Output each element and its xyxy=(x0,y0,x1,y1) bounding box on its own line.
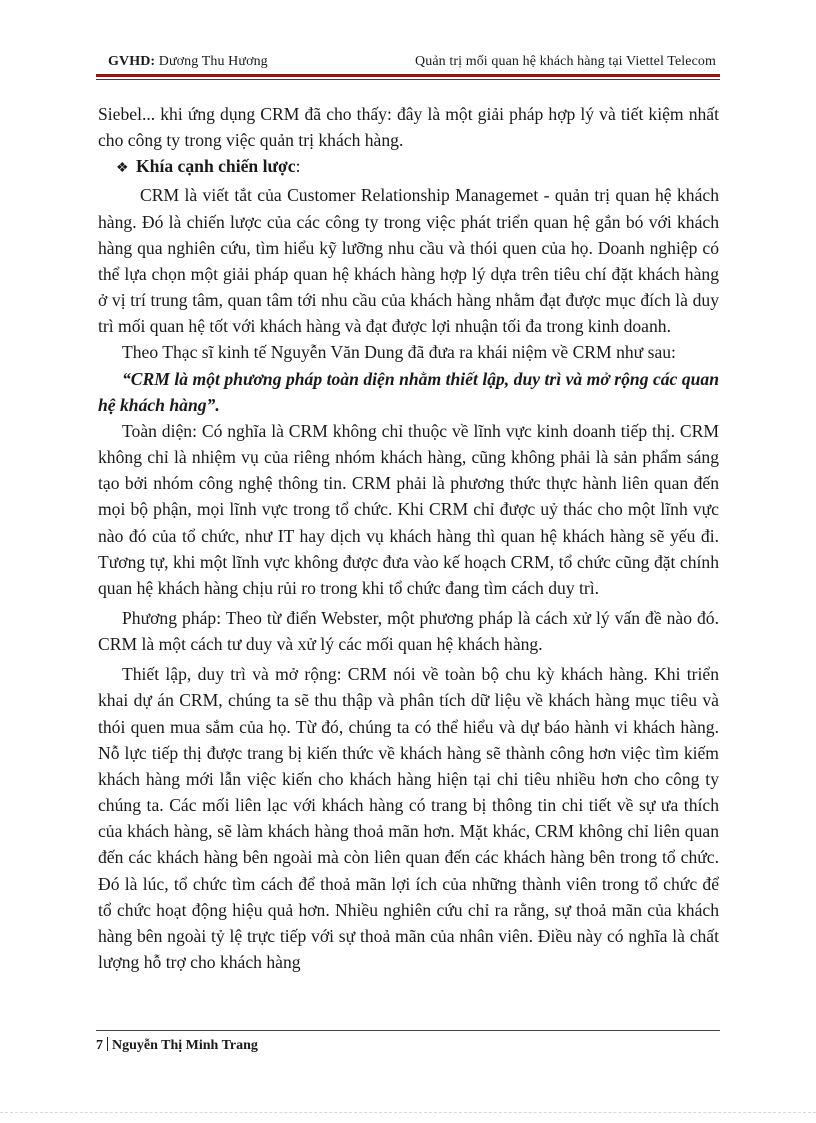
page-header xyxy=(96,52,720,74)
paragraph-crm-definition: CRM là viết tắt của Customer Relationship Managemet - quản trị quan hệ khách hàng. Đó là chiến lược của các công ty trong việc phát triển quan hệ gắn bó với khách hàng qua nghiên cứu, tìm hiểu kỹ lưỡng nhu cầu và thói quen của họ. Doanh nghiệp có thể lựa chọn một giải pháp quan hệ khách hàng hợp lý dựa trên tiêu chí đặt khách hàng ở vị trí trung tâm, quan tâm tới nhu cầu của khách hàng nhằm đạt được mục đích là duy trì mối quan hệ tốt với khách hàng và đạt được lợi nhuận tối đa trong kinh doanh. xyxy=(98,185,719,337)
paragraph-quote: “CRM là một phương pháp toàn diện nhằm thiết lập, duy trì và mở rộng các quan hệ khách hàng”. xyxy=(98,368,719,415)
header-title: Quản trị mối quan hệ khách hàng tại Viettel Telecom xyxy=(415,54,716,69)
footer-author: Nguyễn Thị Minh Trang xyxy=(112,1038,258,1053)
footer-rule xyxy=(96,1030,720,1031)
document-body xyxy=(98,101,719,975)
page-footer xyxy=(96,1037,258,1054)
header-rule-thin xyxy=(96,79,720,80)
footer-separator xyxy=(107,1037,108,1051)
page-bottom-border xyxy=(0,1112,816,1113)
paragraph-method: Phương pháp: Theo từ điển Webster, một phương pháp là cách xử lý vấn đề nào đó. CRM là một cách tư duy và xử lý các mối quan hệ khách hàng. xyxy=(98,607,719,655)
paragraph-comprehensive: Toàn diện: Có nghĩa là CRM không chỉ thuộc về lĩnh vực kinh doanh tiếp thị. CRM không chỉ là nhiệm vụ của riêng nhóm khách hàng, cũng không phải là sản phẩm sáng tạo bởi nhóm công nghệ thông tin. CRM phải là phương thức thực hành liên quan đến mọi bộ phận, mọi lĩnh vực trong tổ chức. Khi CRM chỉ được uỷ thác cho một lĩnh vực nào đó của tổ chức, như IT hay dịch vụ khách hàng thì quan hệ khách hàng sẽ yếu đi. Tương tự, khi một lĩnh vực không được đưa vào kế hoạch CRM, tổ chức cũng đặt chính quan hệ khách hàng chịu rủi ro trong khi tổ chức đang tìm cách duy trì. xyxy=(98,420,719,598)
page-number: 7 xyxy=(96,1038,103,1053)
paragraph-intro: Siebel... khi ứng dụng CRM đã cho thấy: đây là một giải pháp hợp lý và tiết kiệm nhất cho công ty trong việc quản trị khách hàng. xyxy=(98,104,719,151)
header-rule-thick xyxy=(96,74,720,77)
paragraph-establish: Thiết lập, duy trì và mở rộng: CRM nói về toàn bộ chu kỳ khách hàng. Khi triển khai dự án CRM, chúng ta sẽ thu thập và phân tích dữ liệu về khách hàng mục tiêu và thói quen mua sắm của họ. Từ đó, chúng ta có thể hiểu và dự báo hành vi khách hàng. Nỗ lực tiếp thị được trang bị kiến thức về khách hàng sẽ thành công hơn việc tìm kiếm khách hàng mới lẫn việc kiến cho khách hàng hiện tại chi tiêu nhiều hơn cho công ty chúng ta. Các mối liên lạc với khách hàng có trang bị thông tin chi tiết về sự ưa thích của khách hàng, sẽ làm khách hàng thoả mãn hơn. Mặt khác, CRM không chỉ liên quan đến các khách hàng bên ngoài mà còn liên quan đến các khách hàng bên trong tổ chức. Đó là lúc, tổ chức tìm cách để thoả mãn lợi ích của những thành viên trong tổ chức để tổ chức hoạt động hiệu quả hơn. Nhiều nghiên cứu chỉ ra rằng, sự thoả mãn của khách hàng bên ngoài tỷ lệ trực tiếp với sự thoả mãn của nhân viên. Điều này có nghĩa là chất lượng hỗ trợ cho khách hàng xyxy=(98,664,719,972)
diamond-bullet-icon: ❖ xyxy=(116,161,129,177)
header-supervisor: GVHD: Dương Thu Hương xyxy=(108,54,268,69)
section-heading: ❖ Khía cạnh chiến lược: xyxy=(116,153,719,182)
paragraph-concept-intro: Theo Thạc sĩ kinh tế Nguyễn Văn Dung đã đưa ra khái niệm về CRM như sau: xyxy=(122,342,676,363)
